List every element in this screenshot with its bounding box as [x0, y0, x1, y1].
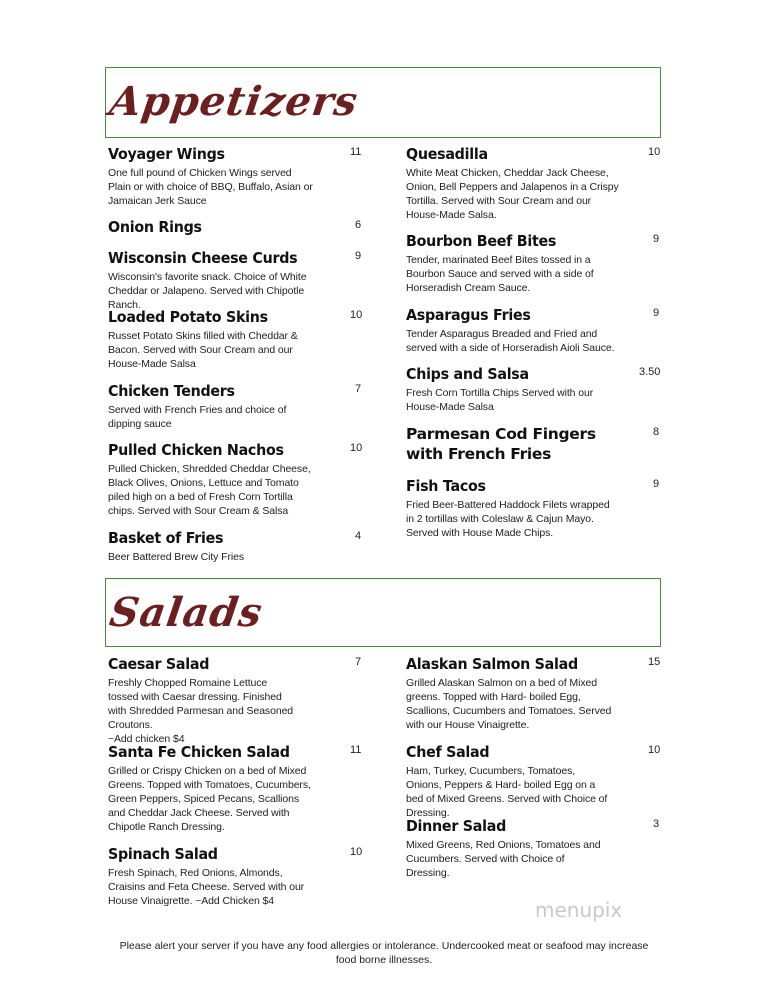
item-price: 3	[653, 818, 660, 830]
item-name: Parmesan Cod Fingers with French Fries	[406, 425, 596, 463]
item-price: 10	[648, 744, 661, 756]
item-price: 10	[350, 846, 363, 858]
item-description: Grilled Alaskan Salmon on a bed of Mixed greens. Topped with Hard- boiled Egg, Scallions, Cucumbers and Tomatoes. Served with our House Vinaigrette.	[406, 677, 612, 731]
item-description: One full pound of Chicken Wings served Plain or with choice of BBQ, Buffalo, Asian or Jamaican Jerk Sauce	[108, 167, 313, 207]
menu-item	[406, 424, 660, 464]
menu-item	[108, 381, 362, 431]
menu-item	[406, 816, 660, 880]
item-name: Onion Rings	[108, 218, 202, 236]
item-name: Santa Fe Chicken Salad	[108, 743, 290, 761]
menu-item	[108, 307, 362, 371]
item-price: 9	[653, 233, 660, 245]
item-description: Freshly Chopped Romaine Lettuce tossed with Caesar dressing. Finished with Shredded Parmesan and Seasoned Croutons.	[108, 677, 294, 731]
menu-item	[108, 742, 362, 834]
menu-item	[108, 144, 362, 208]
item-name: Spinach Salad	[108, 845, 218, 863]
item-description: Grilled or Crispy Chicken on a bed of Mixed Greens. Topped with Tomatoes, Cucumbers, Green Peppers, Spiced Pecans, Scallions and Cheddar Jack Cheese. Served with Chipotle Ranch Dressing.	[108, 765, 311, 833]
menu-item	[108, 844, 362, 908]
item-price: 10	[648, 146, 661, 158]
item-price: 11	[350, 744, 362, 756]
item-price: 9	[653, 478, 660, 490]
item-description: Fried Beer-Battered Haddock Filets wrapped in 2 tortillas with Coleslaw & Cajun Mayo. Served with House Made Chips.	[406, 499, 610, 539]
item-description: Ham, Turkey, Cucumbers, Tomatoes, Onions, Peppers & Hard- boiled Egg on a bed of Mixed Greens. Served with Choice of Dressing.	[406, 765, 608, 819]
allergy-notice: Please alert your server if you have any food allergies or intolerance. Undercooked meat or seafood may increase food borne illnesses.	[119, 940, 649, 966]
item-name: Basket of Fries	[108, 529, 224, 547]
item-price: 8	[653, 426, 660, 438]
section-title-salads: Salads	[106, 589, 266, 636]
item-description: Fresh Spinach, Red Onions, Almonds, Craisins and Feta Cheese. Served with our House Vinaigrette. ~Add Chicken $4	[108, 867, 305, 907]
item-description: Served with French Fries and choice of dipping sauce	[108, 404, 287, 430]
item-description: Tender, marinated Beef Bites tossed in a Bourbon Sauce and served with a side of Horseradish Cream Sauce.	[406, 254, 594, 294]
item-description: Pulled Chicken, Shredded Cheddar Cheese, Black Olives, Onions, Lettuce and Tomato piled high on a bed of Fresh Corn Tortilla chips. Served with Sour Cream & Salsa	[108, 463, 311, 517]
item-name: Asparagus Fries	[406, 306, 531, 324]
item-price: 7	[355, 383, 362, 395]
item-extra: ~Add chicken $4	[108, 733, 185, 745]
menu-item	[108, 248, 362, 312]
menu-item	[108, 217, 362, 237]
section-title-appetizers: Appetizers	[106, 78, 362, 125]
item-description: Tender Asparagus Breaded and Fried and served with a side of Horseradish Aioli Sauce.	[406, 328, 615, 354]
item-price: 6	[355, 219, 362, 231]
item-name: Chef Salad	[406, 743, 490, 761]
item-price: 7	[355, 656, 362, 668]
item-name: Dinner Salad	[406, 817, 507, 835]
item-name: Fish Tacos	[406, 477, 486, 495]
item-name: Voyager Wings	[108, 145, 225, 163]
item-price: 4	[355, 530, 362, 542]
menu-item	[406, 364, 660, 414]
item-price: 3.50	[639, 366, 661, 378]
item-name: Alaskan Salmon Salad	[406, 655, 578, 673]
item-price: 9	[355, 250, 362, 262]
item-description: Mixed Greens, Red Onions, Tomatoes and Cucumbers. Served with Choice of Dressing.	[406, 839, 601, 879]
item-price: 11	[350, 146, 362, 158]
item-name: Caesar Salad	[108, 655, 210, 673]
menu-item	[406, 144, 660, 222]
item-description: Russet Potato Skins filled with Cheddar & Bacon. Served with Sour Cream and our House-Made Salsa	[108, 330, 298, 370]
item-name: Wisconsin Cheese Curds	[108, 249, 298, 267]
menu-item	[406, 231, 660, 295]
item-description: White Meat Chicken, Cheddar Jack Cheese, Onion, Bell Peppers and Jalapenos in a Crispy Tortilla. Served with Sour Cream and our House-Made Salsa.	[406, 167, 619, 221]
appetizers-header	[105, 67, 661, 138]
salads-header	[105, 578, 661, 647]
item-name: Bourbon Beef Bites	[406, 232, 557, 250]
item-price: 15	[648, 656, 661, 668]
item-name: Chips and Salsa	[406, 365, 529, 383]
menu-item	[108, 440, 362, 518]
item-description: Wisconsin's favorite snack. Choice of White Cheddar or Jalapeno. Served with Chipotle Ranch.	[108, 271, 307, 311]
menu-item	[406, 476, 660, 540]
item-description: Beer Battered Brew City Fries	[108, 551, 244, 563]
menu-item	[406, 742, 660, 820]
menu-item	[108, 654, 362, 746]
watermark: menupix	[535, 898, 623, 922]
item-name: Chicken Tenders	[108, 382, 235, 400]
item-name: Pulled Chicken Nachos	[108, 441, 284, 459]
menu-item	[406, 654, 660, 732]
item-description: Fresh Corn Tortilla Chips Served with our House-Made Salsa	[406, 387, 594, 413]
item-price: 9	[653, 307, 660, 319]
item-name: Quesadilla	[406, 145, 488, 163]
menu-item	[108, 528, 362, 564]
item-price: 10	[350, 442, 363, 454]
item-name: Loaded Potato Skins	[108, 308, 268, 326]
item-price: 10	[350, 309, 363, 321]
menu-item	[406, 305, 660, 355]
